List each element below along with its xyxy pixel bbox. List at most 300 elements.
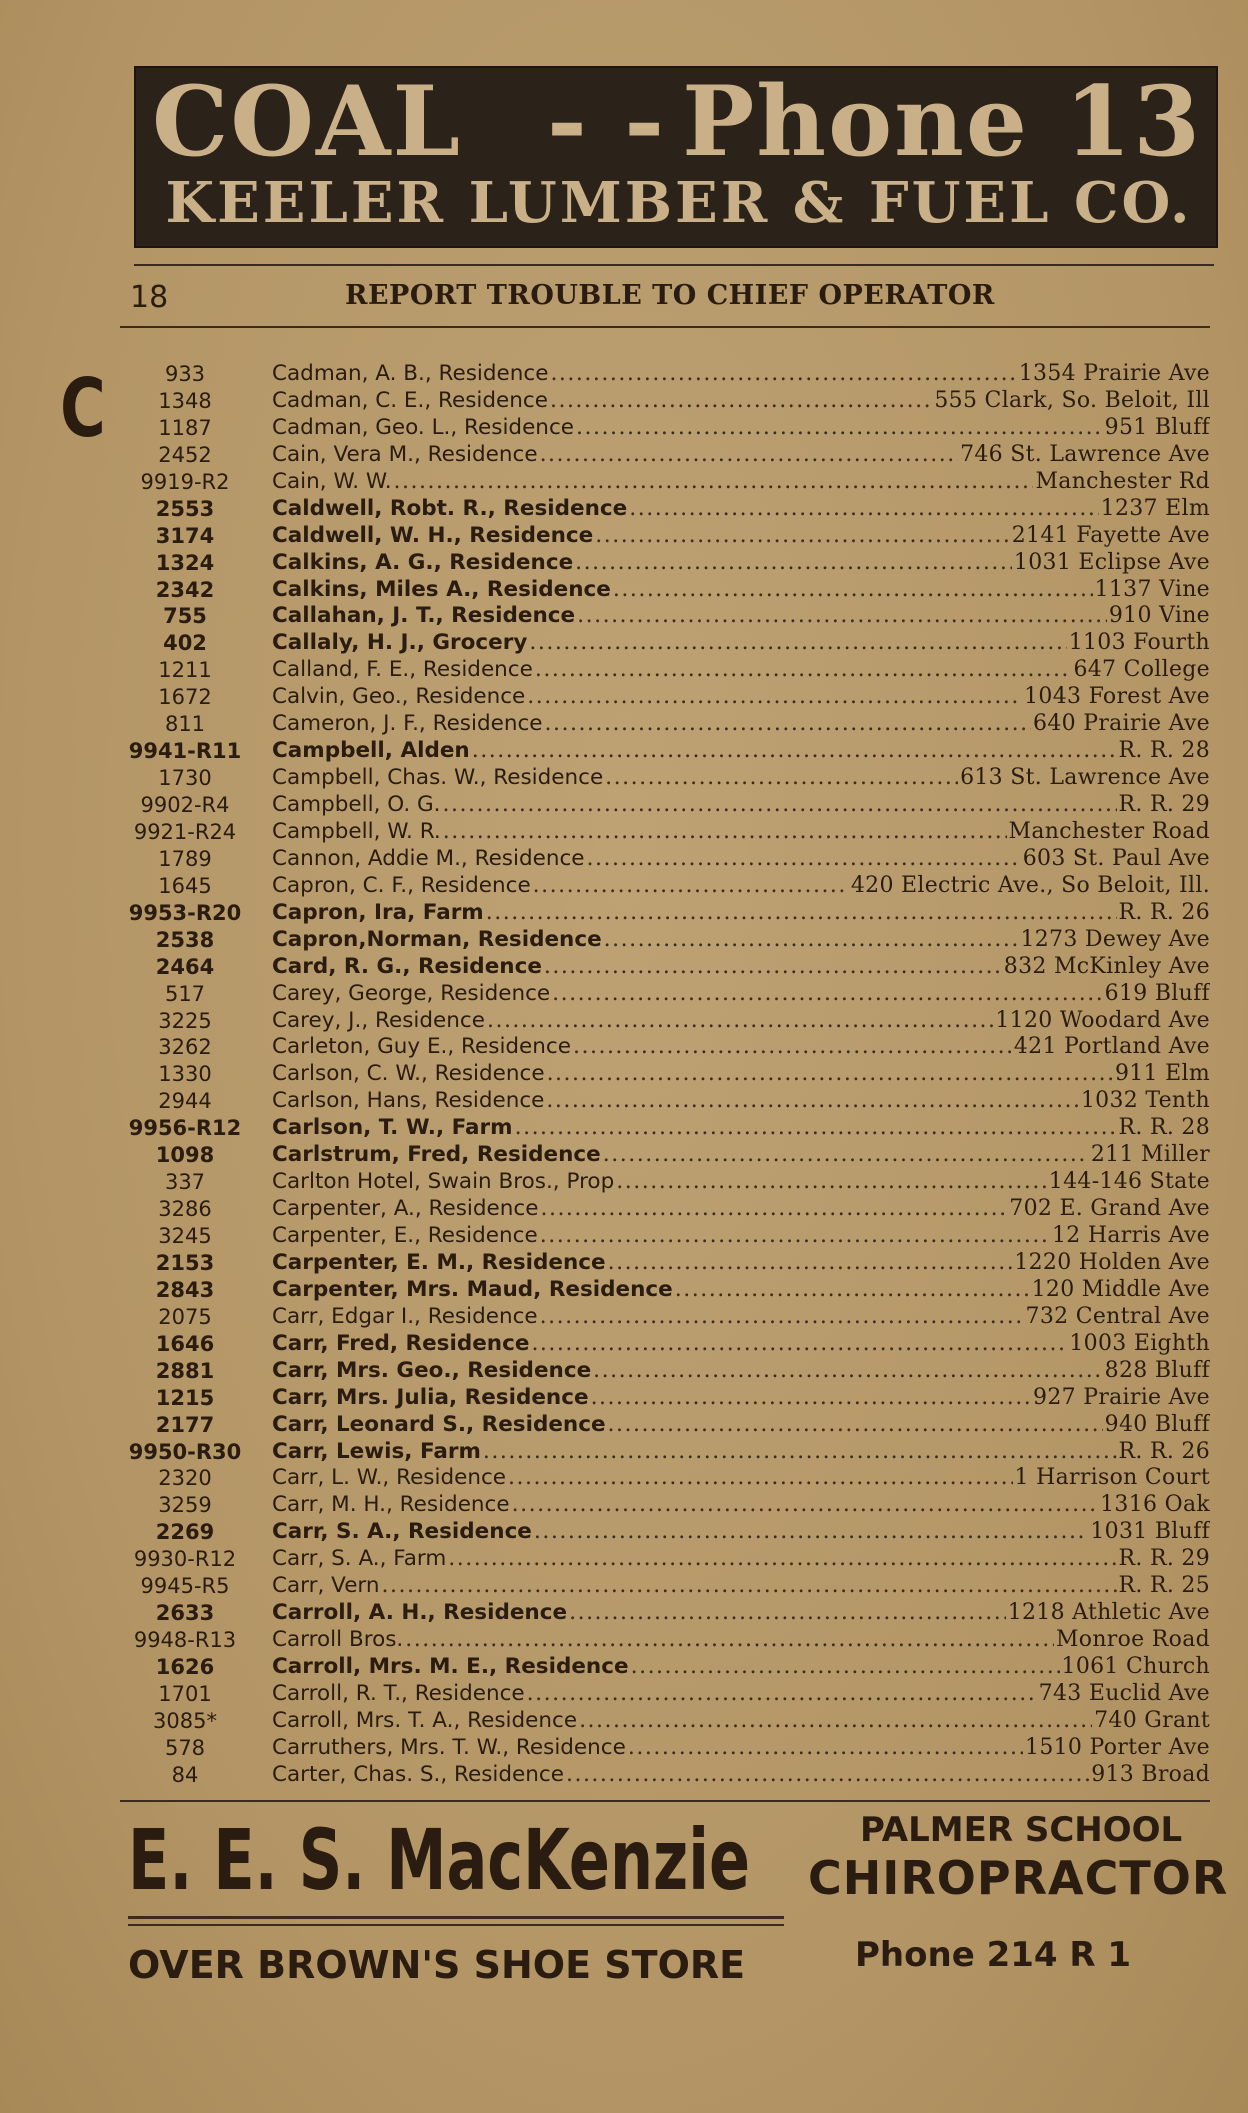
listing-row xyxy=(120,1465,1210,1492)
leader-dots xyxy=(535,657,1072,683)
phone-number: 3085* xyxy=(153,1708,217,1733)
ad-company-name: KEELER LUMBER & FUEL CO. xyxy=(165,170,1193,236)
leader-dots xyxy=(512,1492,1099,1518)
ad-phone-number: Phone 214 R 1 xyxy=(855,1935,1132,1975)
subscriber-address: 1061 Church xyxy=(1061,1654,1210,1679)
listing-entry xyxy=(272,1304,1210,1330)
ad-location-text: OVER BROWN'S SHOE STORE xyxy=(128,1943,746,1987)
phone-number: 84 xyxy=(171,1762,199,1787)
listing-row xyxy=(120,1250,1210,1277)
listing-entry xyxy=(272,1331,1210,1357)
phone-number: 9921-R24 xyxy=(133,819,237,844)
listing-row xyxy=(120,1385,1210,1412)
leader-dots xyxy=(550,361,1016,387)
listing-entry xyxy=(272,819,1210,845)
listing-entry xyxy=(272,1439,1210,1465)
subscriber-address: 911 Elm xyxy=(1114,1061,1210,1087)
listing-entry xyxy=(272,442,1210,468)
listing-entry xyxy=(272,1277,1210,1303)
subscriber-name: Carpenter, A., Residence xyxy=(272,1196,539,1222)
listing-entry xyxy=(272,415,1210,441)
subscriber-address: 951 Bluff xyxy=(1104,414,1210,440)
leader-dots xyxy=(569,1600,1006,1626)
listing-entry xyxy=(272,873,1210,899)
phone-number: 755 xyxy=(163,604,207,629)
phone-number: 2320 xyxy=(158,1466,212,1491)
leader-dots xyxy=(540,1196,1007,1222)
coal-advertisement xyxy=(134,66,1218,248)
phone-number: 517 xyxy=(164,981,206,1006)
listing-row xyxy=(120,765,1210,792)
leader-dots xyxy=(382,1573,1117,1599)
subscriber-address: Manchester Rd xyxy=(1035,468,1210,494)
subscriber-name: Carr, L. W., Residence xyxy=(272,1465,507,1491)
listing-row xyxy=(120,577,1210,604)
subscriber-address: 640 Prairie Ave xyxy=(1033,711,1210,737)
header-rule-bottom xyxy=(120,326,1210,328)
listing-row xyxy=(120,442,1210,469)
leader-dots xyxy=(573,1034,1012,1060)
phone-number: 2177 xyxy=(155,1412,215,1437)
subscriber-name: Carroll, Mrs. T. A., Residence xyxy=(272,1707,578,1733)
leader-dots xyxy=(540,1304,1024,1330)
listing-entry xyxy=(272,1573,1210,1599)
phone-number: 1789 xyxy=(158,846,212,871)
listing-entry xyxy=(272,1762,1210,1788)
subscriber-address: 1316 Oak xyxy=(1100,1492,1210,1518)
subscriber-name: Cadman, Geo. L., Residence xyxy=(272,414,574,440)
phone-number: 2881 xyxy=(155,1358,215,1383)
leader-dots xyxy=(531,1331,1067,1357)
leader-dots xyxy=(442,792,1116,818)
subscriber-address: R. R. 28 xyxy=(1118,738,1210,764)
subscriber-name: Campbell, W. R. xyxy=(272,818,441,844)
listing-row xyxy=(120,603,1210,630)
subscriber-address: 613 St. Lawrence Ave xyxy=(960,765,1210,791)
listing-row xyxy=(120,927,1210,954)
leader-dots xyxy=(405,1627,1054,1653)
subscriber-address: R. R. 28 xyxy=(1118,1115,1210,1141)
leader-dots xyxy=(540,442,959,468)
listing-row xyxy=(120,1115,1210,1142)
ad-underline-1 xyxy=(128,1916,784,1919)
listing-row xyxy=(120,1304,1210,1331)
subscriber-address: 746 St. Lawrence Ave xyxy=(960,441,1210,467)
subscriber-address: 1 Harrison Court xyxy=(1014,1465,1210,1491)
subscriber-name: Carlson, T. W., Farm xyxy=(272,1115,513,1141)
listing-row xyxy=(120,1654,1210,1681)
leader-dots xyxy=(616,1169,1047,1195)
listing-row xyxy=(120,469,1210,496)
phone-number: 3245 xyxy=(158,1224,212,1248)
listing-entry xyxy=(272,1169,1210,1195)
listing-entry xyxy=(272,1735,1210,1761)
listing-entry xyxy=(272,1492,1210,1518)
subscriber-name: Carlton Hotel, Swain Bros., Prop xyxy=(272,1169,615,1195)
listing-entry xyxy=(272,1115,1210,1141)
leader-dots xyxy=(527,1681,1037,1707)
leader-dots xyxy=(550,388,932,414)
subscriber-name: Carpenter, E. M., Residence xyxy=(272,1249,606,1275)
subscriber-address: 927 Prairie Ave xyxy=(1033,1384,1210,1410)
ad-profession-text: CHIROPRACTOR xyxy=(808,1851,1229,1905)
subscriber-address: 1031 Bluff xyxy=(1090,1519,1210,1545)
subscriber-name: Calkins, A. G., Residence xyxy=(272,549,574,575)
phone-number: 933 xyxy=(164,362,206,386)
listing-row xyxy=(120,1546,1210,1573)
phone-number: 9956-R12 xyxy=(128,1116,242,1141)
phone-number: 578 xyxy=(164,1735,206,1760)
listing-entry xyxy=(272,846,1210,872)
leader-dots xyxy=(486,900,1117,926)
listing-row xyxy=(120,1708,1210,1735)
subscriber-name: Calvin, Geo., Residence xyxy=(272,684,526,710)
listing-row xyxy=(120,738,1210,765)
subscriber-address: 940 Bluff xyxy=(1104,1411,1210,1437)
listing-entry xyxy=(272,630,1210,656)
leader-dots xyxy=(448,1546,1116,1572)
subscriber-name: Callahan, J. T., Residence xyxy=(272,603,576,629)
subscriber-name: Carroll Bros. xyxy=(272,1627,404,1653)
subscriber-name: Calland, F. E., Residence xyxy=(272,657,533,683)
listing-entry xyxy=(272,900,1210,926)
ad-practitioner-name: E. E. S. MacKenzie xyxy=(128,1811,750,1909)
subscriber-address: 1032 Tenth xyxy=(1080,1088,1210,1114)
listing-row xyxy=(120,1223,1210,1250)
listing-row xyxy=(120,954,1210,981)
listing-row xyxy=(120,1331,1210,1358)
listing-row xyxy=(120,819,1210,846)
subscriber-address: 1273 Dewey Ave xyxy=(1020,926,1210,952)
listing-entry xyxy=(272,496,1210,522)
listing-entry xyxy=(272,1681,1210,1707)
leader-dots xyxy=(593,1358,1102,1384)
phone-number: 1187 xyxy=(158,415,212,440)
subscriber-address: 1031 Eclipse Ave xyxy=(1013,549,1210,575)
subscriber-name: Callaly, H. J., Grocery xyxy=(272,630,528,656)
subscriber-address: 647 College xyxy=(1073,657,1210,683)
listing-row xyxy=(120,415,1210,442)
leader-dots xyxy=(575,550,1012,576)
leader-dots xyxy=(628,1735,1023,1761)
subscriber-name: Calkins, Miles A., Residence xyxy=(272,576,611,602)
listing-row xyxy=(120,1061,1210,1088)
phone-number: 1215 xyxy=(155,1385,215,1410)
leader-dots xyxy=(605,765,958,791)
listing-entry xyxy=(272,550,1210,576)
subscriber-address: 1220 Holden Ave xyxy=(1014,1249,1210,1275)
subscriber-name: Carr, Fred, Residence xyxy=(272,1330,530,1356)
listing-entry xyxy=(272,711,1210,737)
phone-number: 1098 xyxy=(155,1143,215,1168)
listing-entry xyxy=(272,388,1210,414)
listing-row xyxy=(120,1412,1210,1439)
phone-number: 2075 xyxy=(158,1304,212,1329)
leader-dots xyxy=(529,630,1066,656)
listing-entry xyxy=(272,1600,1210,1626)
subscriber-name: Capron, C. F., Residence xyxy=(272,872,531,898)
subscriber-address: 913 Broad xyxy=(1091,1761,1210,1787)
listing-row xyxy=(120,1762,1210,1789)
leader-dots xyxy=(547,1061,1113,1087)
listing-entry xyxy=(272,577,1210,603)
phone-number: 2269 xyxy=(155,1520,215,1545)
subscriber-address: 1354 Prairie Ave xyxy=(1018,361,1210,386)
leader-dots xyxy=(613,577,1093,603)
subscriber-name: Capron,Norman, Residence xyxy=(272,926,602,952)
listing-row xyxy=(120,1573,1210,1600)
subscriber-address: 603 St. Paul Ave xyxy=(1022,845,1210,871)
leader-dots xyxy=(508,1465,1013,1491)
listing-row xyxy=(120,1142,1210,1169)
subscriber-name: Campbell, O. G. xyxy=(272,792,441,817)
leader-dots xyxy=(443,819,1007,845)
chiropractor-advertisement xyxy=(120,1800,1229,2000)
subscriber-address: 1003 Eighth xyxy=(1069,1330,1210,1356)
listing-row xyxy=(120,1600,1210,1627)
leader-dots xyxy=(540,1223,1050,1249)
subscriber-address: 1043 Forest Ave xyxy=(1024,684,1210,710)
listing-entry xyxy=(272,1546,1210,1572)
phone-number: 1330 xyxy=(158,1062,212,1087)
subscriber-address: Manchester Road xyxy=(1008,818,1210,844)
section-letter: C xyxy=(60,362,106,455)
listing-entry xyxy=(272,1250,1210,1276)
subscriber-name: Carr, Lewis, Farm xyxy=(272,1438,481,1464)
listing-entry xyxy=(272,1358,1210,1384)
phone-number: 2153 xyxy=(155,1250,215,1275)
phone-number: 2538 xyxy=(155,927,215,952)
subscriber-name: Campbell, Alden xyxy=(272,738,470,764)
leader-dots xyxy=(483,1439,1117,1465)
subscriber-address: 211 Miller xyxy=(1090,1142,1210,1168)
phone-number: 3174 xyxy=(155,523,215,548)
listing-row xyxy=(120,711,1210,738)
listing-entry xyxy=(272,657,1210,683)
subscriber-address: 743 Euclid Ave xyxy=(1038,1680,1210,1706)
subscriber-address: 832 McKinley Ave xyxy=(1003,953,1210,979)
leader-dots xyxy=(608,1412,1103,1438)
listing-entry xyxy=(272,1142,1210,1168)
listing-entry xyxy=(272,792,1210,818)
subscriber-name: Cain, Vera M., Residence xyxy=(272,441,538,467)
leader-dots xyxy=(608,1250,1013,1276)
directory-listing xyxy=(120,361,1210,1789)
leader-dots xyxy=(631,1654,1060,1680)
subscriber-name: Carr, Vern xyxy=(272,1573,380,1599)
subscriber-name: Caldwell, Robt. R., Residence xyxy=(272,495,628,521)
subscriber-address: R. R. 26 xyxy=(1118,899,1210,925)
listing-entry xyxy=(272,1627,1210,1653)
subscriber-name: Carr, Mrs. Julia, Residence xyxy=(272,1384,589,1410)
subscriber-name: Card, R. G., Residence xyxy=(272,953,542,979)
phone-number: 9902-R4 xyxy=(140,793,230,817)
subscriber-name: Carleton, Guy E., Residence xyxy=(272,1034,571,1060)
listing-entry xyxy=(272,1654,1210,1680)
listing-row xyxy=(120,1088,1210,1115)
subscriber-name: Carroll, A. H., Residence xyxy=(272,1600,568,1626)
listing-row xyxy=(120,388,1210,415)
listing-entry xyxy=(272,738,1210,764)
listing-row xyxy=(120,1008,1210,1035)
phone-number: 2944 xyxy=(158,1089,212,1114)
subscriber-name: Carpenter, Mrs. Maud, Residence xyxy=(272,1276,673,1302)
listing-row xyxy=(120,1169,1210,1196)
subscriber-name: Carr, Edgar I., Residence xyxy=(272,1303,538,1329)
leader-dots xyxy=(545,711,1032,737)
listing-row xyxy=(120,1358,1210,1385)
listing-entry xyxy=(272,1412,1210,1438)
subscriber-address: 910 Vine xyxy=(1108,603,1210,629)
page-number: 18 xyxy=(130,280,169,315)
listing-row xyxy=(120,981,1210,1008)
listing-entry xyxy=(272,1196,1210,1222)
ad-coal-text: COAL xyxy=(152,65,463,178)
leader-dots xyxy=(487,1008,993,1034)
phone-number: 9953-R20 xyxy=(128,900,242,925)
leader-dots xyxy=(595,523,1010,549)
subscriber-name: Cadman, A. B., Residence xyxy=(272,361,549,386)
subscriber-name: Carr, S. A., Residence xyxy=(272,1519,532,1545)
listing-entry xyxy=(272,954,1210,980)
leader-dots xyxy=(544,954,1002,980)
phone-number: 1626 xyxy=(155,1655,215,1679)
phone-number: 3286 xyxy=(158,1197,212,1222)
phone-number: 9950-R30 xyxy=(128,1439,242,1464)
subscriber-address: 740 Grant xyxy=(1094,1707,1210,1733)
listing-entry xyxy=(272,1465,1210,1491)
phone-number: 2464 xyxy=(155,954,215,979)
leader-dots xyxy=(577,603,1107,629)
subscriber-address: 1137 Vine xyxy=(1094,576,1210,602)
subscriber-name: Carter, Chas. S., Residence xyxy=(272,1761,564,1787)
subscriber-address: 1103 Fourth xyxy=(1068,630,1210,656)
listing-row xyxy=(120,846,1210,873)
phone-number: 2633 xyxy=(155,1601,215,1626)
listing-row xyxy=(120,523,1210,550)
listing-row xyxy=(120,1681,1210,1708)
subscriber-address: R. R. 29 xyxy=(1118,792,1210,817)
subscriber-name: Carr, Leonard S., Residence xyxy=(272,1411,606,1437)
subscriber-name: Cain, W. W. xyxy=(272,468,392,494)
leader-dots xyxy=(629,496,1098,522)
phone-number: 1701 xyxy=(158,1681,212,1706)
phone-number: 1348 xyxy=(158,388,212,413)
listing-row xyxy=(120,1034,1210,1061)
subscriber-address: R. R. 26 xyxy=(1118,1438,1210,1464)
phone-number: 3259 xyxy=(158,1493,212,1518)
subscriber-address: 702 E. Grand Ave xyxy=(1009,1196,1210,1222)
subscriber-address: 732 Central Ave xyxy=(1025,1303,1210,1329)
listing-entry xyxy=(272,1088,1210,1114)
listing-row xyxy=(120,1627,1210,1654)
phone-number: 1672 xyxy=(158,685,212,710)
listing-entry xyxy=(272,361,1210,387)
leader-dots xyxy=(533,873,849,899)
listing-entry xyxy=(272,1519,1210,1545)
phone-number: 2553 xyxy=(155,496,215,521)
leader-dots xyxy=(527,684,1022,710)
listing-entry xyxy=(272,523,1210,549)
subscriber-name: Capron, Ira, Farm xyxy=(272,899,484,925)
subscriber-address: 1120 Woodard Ave xyxy=(995,1007,1210,1033)
phone-number: 9919-R2 xyxy=(140,469,230,494)
phone-number: 3225 xyxy=(158,1008,212,1033)
ad-underline-2 xyxy=(128,1924,784,1926)
subscriber-name: Carlson, Hans, Residence xyxy=(272,1088,545,1114)
header-rule-top xyxy=(134,264,1214,266)
subscriber-address: 421 Portland Ave xyxy=(1013,1034,1210,1060)
listing-row xyxy=(120,361,1210,388)
listing-entry xyxy=(272,1008,1210,1034)
listing-row xyxy=(120,657,1210,684)
phone-number: 9945-R5 xyxy=(140,1574,230,1599)
listing-row xyxy=(120,792,1210,819)
subscriber-name: Carroll, Mrs. M. E., Residence xyxy=(272,1654,629,1679)
ad-phone-text: Phone 13 xyxy=(682,65,1202,178)
leader-dots xyxy=(579,1708,1092,1734)
phone-number: 1645 xyxy=(158,873,212,898)
listing-entry xyxy=(272,765,1210,791)
subscriber-address: 828 Bluff xyxy=(1104,1357,1210,1383)
phone-number: 2452 xyxy=(158,442,212,467)
subscriber-name: Cannon, Addie M., Residence xyxy=(272,845,585,871)
phone-number: 811 xyxy=(164,712,206,737)
subscriber-name: Cadman, C. E., Residence xyxy=(272,387,548,413)
phone-number: 9941-R11 xyxy=(128,739,242,764)
subscriber-name: Carruthers, Mrs. T. W., Residence xyxy=(272,1734,626,1760)
running-head: REPORT TROUBLE TO CHIEF OPERATOR xyxy=(345,280,995,311)
leader-dots xyxy=(587,846,1021,872)
listing-entry xyxy=(272,927,1210,953)
phone-number: 1646 xyxy=(155,1331,215,1356)
leader-dots xyxy=(515,1115,1117,1141)
listing-entry xyxy=(272,1385,1210,1411)
leader-dots xyxy=(603,1142,1089,1168)
subscriber-address: Monroe Road xyxy=(1055,1627,1210,1653)
subscriber-address: 420 Electric Ave., So Beloit, Ill. xyxy=(850,872,1210,898)
phone-number: 337 xyxy=(164,1170,206,1195)
listing-row xyxy=(120,1735,1210,1762)
subscriber-name: Carey, J., Residence xyxy=(272,1007,485,1033)
listing-row xyxy=(120,873,1210,900)
subscriber-address: 12 Harris Ave xyxy=(1052,1223,1210,1248)
listing-row xyxy=(120,1277,1210,1304)
subscriber-name: Carroll, R. T., Residence xyxy=(272,1680,525,1706)
listing-entry xyxy=(272,1223,1210,1249)
subscriber-name: Carr, S. A., Farm xyxy=(272,1546,447,1572)
subscriber-address: 619 Bluff xyxy=(1104,980,1210,1006)
subscriber-address: R. R. 29 xyxy=(1118,1546,1210,1572)
subscriber-name: Carey, George, Residence xyxy=(272,980,551,1006)
phone-number: 402 xyxy=(163,631,207,656)
leader-dots xyxy=(472,738,1117,764)
subscriber-address: 120 Middle Ave xyxy=(1031,1276,1210,1302)
leader-dots xyxy=(675,1277,1030,1303)
listing-row xyxy=(120,1519,1210,1546)
subscriber-name: Caldwell, W. H., Residence xyxy=(272,522,594,548)
phone-number: 9930-R12 xyxy=(133,1547,237,1572)
subscriber-address: R. R. 25 xyxy=(1118,1573,1210,1599)
listing-entry xyxy=(272,1034,1210,1060)
leader-dots xyxy=(552,981,1103,1007)
listing-row xyxy=(120,1196,1210,1223)
listing-entry xyxy=(272,469,1210,495)
leader-dots xyxy=(394,469,1034,495)
listing-entry xyxy=(272,1061,1210,1087)
leader-dots xyxy=(566,1762,1089,1788)
phone-number: 9948-R13 xyxy=(133,1628,237,1653)
